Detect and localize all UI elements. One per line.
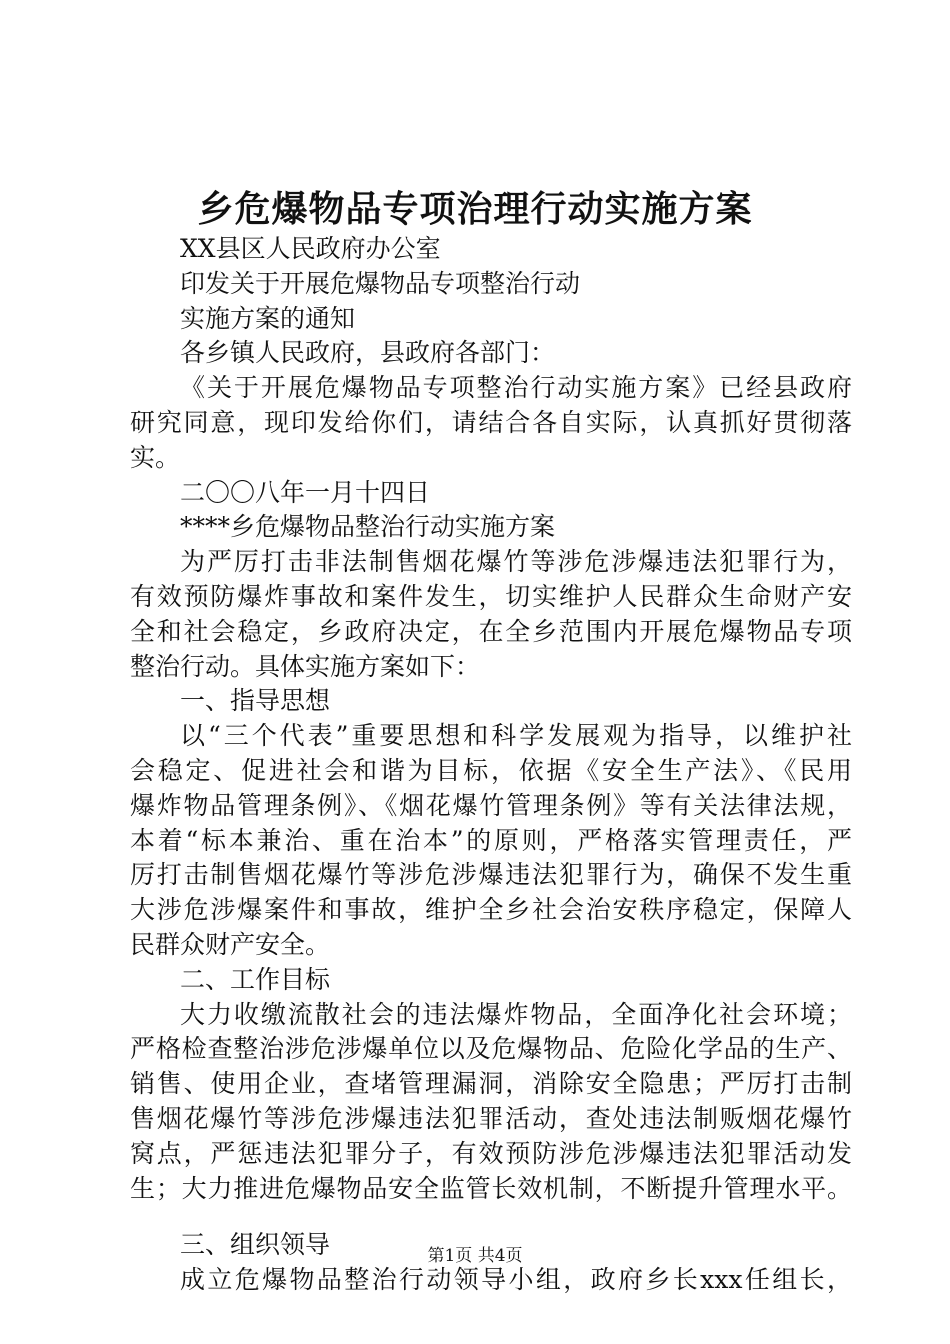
text-line: XX县区人民政府办公室 [180,234,441,263]
text-line: 会稳定、促进社会和谐为目标，依据《安全生产法》、《民用 [130,755,852,785]
text-line: 爆炸物品管理条例》、《烟花爆竹管理条例》等有关法律法规， [130,790,852,820]
text-line: 以“三个代表”重要思想和科学发展观为指导，以维护社 [180,721,852,751]
text-line: 二、工作目标 [180,964,331,994]
text-line: 大力收缴流散社会的违法爆炸物品，全面净化社会环境； [180,999,852,1029]
text-line: 窝点，严惩违法犯罪分子，有效预防涉危涉爆违法犯罪活动发 [130,1138,852,1168]
text-line: 各乡镇人民政府，县政府各部门： [180,338,556,368]
text-line: 生；大力推进危爆物品安全监管长效机制，不断提升管理水平。 [130,1173,852,1203]
text-line: 《关于开展危爆物品专项整治行动实施方案》已经县政府 [180,373,852,403]
text-line: ****乡危爆物品整治行动实施方案 [180,512,556,542]
text-line: 实。 [130,442,181,472]
text-line: 本着“标本兼治、重在治本”的原则，严格落实管理责任，严 [130,825,852,855]
text-line: 整治行动。具体实施方案如下： [130,651,481,681]
text-line: 民群众财产安全。 [130,929,331,959]
text-line: 全和社会稳定，乡政府决定，在全乡范围内开展危爆物品专项 [130,616,852,646]
document-title: 乡危爆物品专项治理行动实施方案 [197,188,753,230]
text-line: 实施方案的通知 [180,303,356,333]
text-line: 三、组织领导 [180,1230,331,1260]
text-line: 印发关于开展危爆物品专项整治行动 [180,268,581,298]
text-line: 研究同意，现印发给你们，请结合各自实际，认真抓好贯彻落 [130,407,852,437]
text-line: 二〇〇八年一月十四日 [180,477,431,507]
text-line: 大涉危涉爆案件和事故，维护全乡社会治安秩序稳定，保障人 [130,895,852,925]
text-line: 销售、使用企业，查堵管理漏洞，消除安全隐患；严厉打击制 [130,1069,852,1099]
page-footer: 第1页 共4页 [427,1246,523,1266]
paragraph-gap [130,1206,852,1228]
text-line: 为严厉打击非法制售烟花爆竹等涉危涉爆违法犯罪行为， [180,547,852,577]
document-body [130,232,852,1298]
text-line: 售烟花爆竹等涉危涉爆违法犯罪活动，查处违法制贩烟花爆竹 [130,1103,852,1133]
text-line: 成立危爆物品整治行动领导小组，政府乡长xxx任组长， [180,1265,852,1295]
text-line: 一、指导思想 [180,686,331,716]
text-line: 厉打击制售烟花爆竹等涉危涉爆违法犯罪行为，确保不发生重 [130,860,852,890]
text-line: 严格检查整治涉危涉爆单位以及危爆物品、危险化学品的生产、 [130,1034,852,1064]
text-line: 有效预防爆炸事故和案件发生，切实维护人民群众生命财产安 [130,581,852,611]
